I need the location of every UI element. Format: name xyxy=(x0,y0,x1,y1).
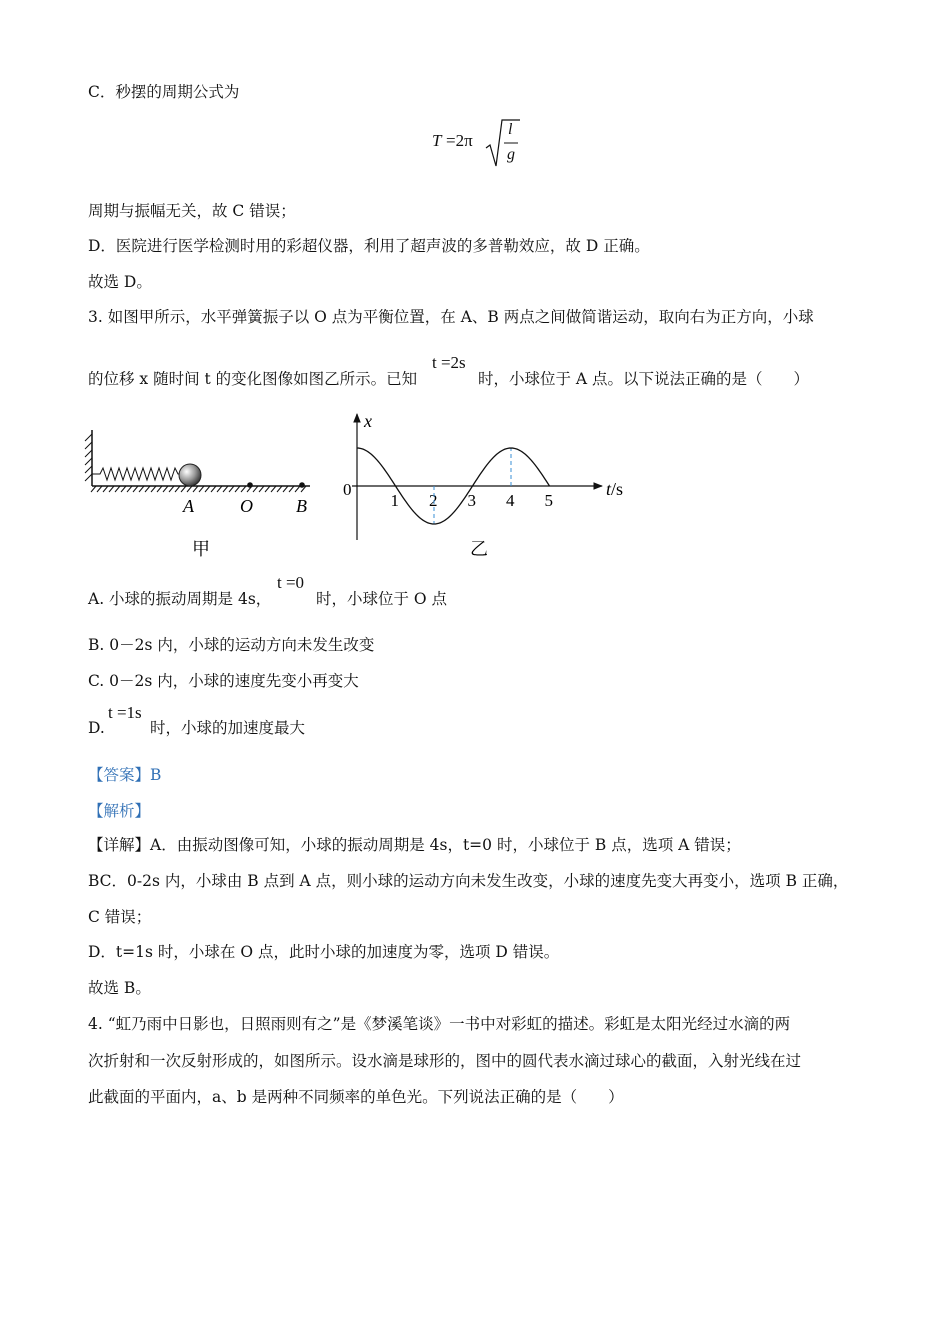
formula-eq: =2π xyxy=(446,131,473,150)
q2-option-d: D．医院进行医学检测时用的彩超仪器，利用了超声波的多普勒效应，故 D 正确。 xyxy=(88,237,650,255)
floor-hatch xyxy=(115,486,120,492)
q3-option-a-math: t =0 xyxy=(277,573,305,592)
floor-hatch xyxy=(259,486,264,492)
label-b: B xyxy=(296,496,307,516)
floor-hatch xyxy=(157,486,162,492)
q2-option-c: C．秒摆的周期公式为 xyxy=(88,83,240,101)
floor-hatch xyxy=(229,486,234,492)
floor-hatch xyxy=(271,486,276,492)
point-b xyxy=(299,482,305,488)
formula-num: l xyxy=(508,121,513,138)
figure-displacement-graph xyxy=(330,400,630,560)
floor-hatch xyxy=(163,486,168,492)
floor-hatch xyxy=(193,486,198,492)
q3-stem-math: t =2s xyxy=(432,353,466,372)
x-tick-label: 1 xyxy=(390,491,399,510)
q3-detail-4: D．t=1s 时，小球在 O 点，此时小球的加速度为零，选项 D 错误。 xyxy=(88,943,560,961)
point-o xyxy=(247,482,253,488)
floor-hatch xyxy=(97,486,102,492)
floor-hatch xyxy=(181,486,186,492)
q3-detail-2: BC．0-2s 内，小球由 B 点到 A 点，则小球的运动方向未发生改变，小球的速度先变大再变小，选项 B 正确， xyxy=(88,872,849,890)
q4-line3: 此截面的平面内，a、b 是两种不同频率的单色光。下列说法正确的是（ ） xyxy=(88,1088,624,1106)
q4-line1: 4. “虹乃雨中日影也，日照雨则有之”是《梦溪笔谈》一书中对彩虹的描述。彩虹是太阳光经过水滴的两 xyxy=(88,1015,791,1033)
q3-choice: 故选 B。 xyxy=(88,979,151,997)
floor-hatch xyxy=(211,486,216,492)
floor-hatch xyxy=(235,486,240,492)
floor-hatch xyxy=(103,486,108,492)
floor-hatch xyxy=(121,486,126,492)
floor-hatch xyxy=(295,486,300,492)
q3-stem-line1: 3. 如图甲所示，水平弹簧振子以 O 点为平衡位置，在 A、B 两点之间做简谐运动，取向右为正方向，小球 xyxy=(88,308,814,326)
x-tick-label: 2 xyxy=(429,491,438,510)
q3-stem-line2b: 时，小球位于 A 点。以下说法正确的是（ ） xyxy=(478,370,810,388)
q3-detail-3: C 错误； xyxy=(88,908,152,926)
floor-hatch xyxy=(277,486,282,492)
floor-hatch xyxy=(175,486,180,492)
floor-hatch xyxy=(169,486,174,492)
floor-hatch xyxy=(139,486,144,492)
caption-jia: 甲 xyxy=(192,539,210,559)
q3-detail-1: 【详解】A．由振动图像可知，小球的振动周期是 4s，t=0 时，小球位于 B 点，选项 A 错误； xyxy=(88,836,741,854)
ball xyxy=(179,464,201,486)
q3-option-a-pre: A. 小球的振动周期是 4s， xyxy=(88,590,272,608)
x-tick-label: 5 xyxy=(544,491,553,510)
caption-yi: 乙 xyxy=(470,539,488,559)
y-axis-label: x xyxy=(364,411,372,431)
floor-hatch xyxy=(223,486,228,492)
x-axis-label: t/s xyxy=(606,479,624,499)
formula-lhs: T xyxy=(432,131,442,150)
floor-hatch xyxy=(133,486,138,492)
x-tick-label: 3 xyxy=(467,491,476,510)
answer-tag: 【答案】B xyxy=(88,766,162,784)
floor-hatch xyxy=(127,486,132,492)
label-o: O xyxy=(240,496,253,516)
q3-option-b: B. 0－2s 内，小球的运动方向未发生改变 xyxy=(88,636,375,654)
origin-label: 0 xyxy=(343,480,352,499)
floor-hatch xyxy=(145,486,150,492)
q2-choice: 故选 D。 xyxy=(88,273,152,291)
figure-spring-oscillator xyxy=(80,400,320,560)
floor-hatch xyxy=(217,486,222,492)
label-a: A xyxy=(183,496,194,516)
floor-hatch xyxy=(109,486,114,492)
q3-option-d-post: 时，小球的加速度最大 xyxy=(150,719,306,737)
formula-den: g xyxy=(507,146,515,163)
sqrt-sign xyxy=(484,118,524,170)
analysis-tag: 【解析】 xyxy=(88,802,151,820)
floor-hatch xyxy=(241,486,246,492)
floor-hatch xyxy=(199,486,204,492)
floor-hatch xyxy=(265,486,270,492)
floor-hatch xyxy=(205,486,210,492)
floor-hatch xyxy=(289,486,294,492)
floor-hatch xyxy=(283,486,288,492)
q3-stem-line2a: 的位移 x 随时间 t 的变化图像如图乙所示。已知 xyxy=(88,370,418,388)
floor-hatch xyxy=(151,486,156,492)
q2-period-note: 周期与振幅无关，故 C 错误； xyxy=(88,202,296,220)
q3-option-d-math: t =1s xyxy=(108,703,142,722)
q3-option-a-post: 时，小球位于 O 点 xyxy=(316,590,448,608)
q3-option-c: C. 0－2s 内，小球的速度先变小再变大 xyxy=(88,672,359,690)
spring xyxy=(92,468,180,480)
floor-hatch xyxy=(91,486,96,492)
floor-hatch xyxy=(253,486,258,492)
q4-line2: 次折射和一次反射形成的，如图所示。设水滴是球形的，图中的圆代表水滴过球心的截面，入射光线在过 xyxy=(88,1052,802,1070)
q3-option-d-pre: D. xyxy=(88,719,105,737)
period-formula xyxy=(430,118,540,170)
x-tick-label: 4 xyxy=(506,491,515,510)
floor-hatch xyxy=(187,486,192,492)
